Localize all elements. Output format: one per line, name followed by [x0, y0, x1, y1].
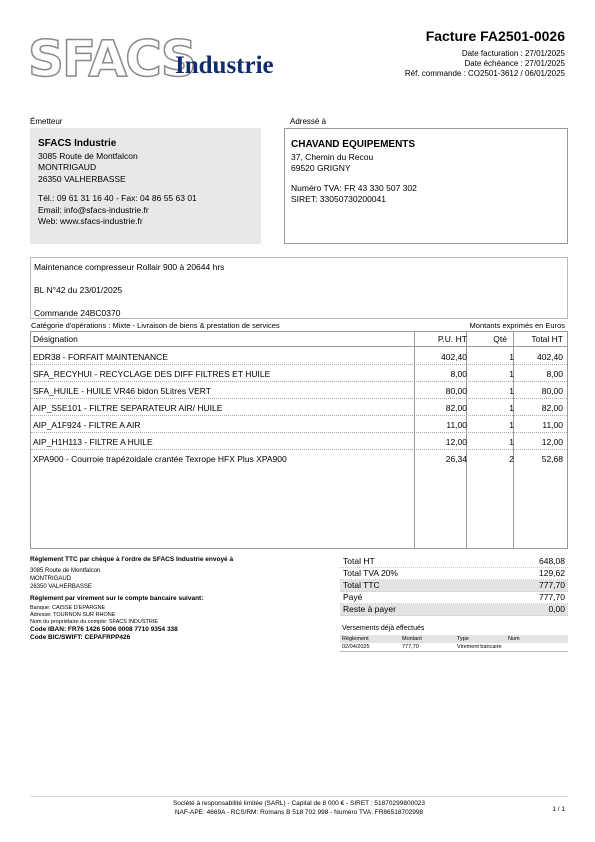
- cell-total: 402,40: [537, 352, 563, 362]
- footer-line1: Société à responsabilité limitée (SARL) - Capital de 8 000 € - SIRET : 51870299800023: [172, 800, 426, 807]
- versement-row: [340, 643, 568, 652]
- cell-pu: 82,00: [445, 403, 467, 413]
- cell-designation: XPA900 - Courroie trapézoidale crantée Texrope HFX Plus XPA900: [33, 454, 287, 464]
- virement-title: Règlement par virement sur le compte bancaire suivant:: [30, 595, 204, 602]
- reference-box: [30, 257, 568, 319]
- ref-line1: Maintenance compresseur Rollair 900 à 20644 hrs: [34, 262, 225, 272]
- cell-qte: 1: [509, 420, 514, 430]
- cell-qte: 1: [509, 369, 514, 379]
- total-label: Total TTC: [343, 580, 380, 590]
- company-logo: [28, 30, 288, 90]
- cheque-title: Règlement TTC par chèque à l'ordre de SFACS Industrie envoyé à: [30, 556, 234, 563]
- emitter-address2: MONTRIGAUD: [38, 162, 97, 172]
- total-value: 0,00: [548, 604, 565, 614]
- cell-qte: 1: [509, 386, 514, 396]
- cell-qte: 1: [509, 352, 514, 362]
- totals-block: [340, 556, 568, 616]
- versements-title: Versements déjà effectués: [342, 625, 425, 632]
- total-row: [340, 556, 568, 568]
- vh-montant: Montant: [402, 636, 422, 642]
- cheque-addr3: 26350 VALHERBASSE: [30, 584, 92, 590]
- cell-total: 82,00: [541, 403, 563, 413]
- total-value: 648,08: [539, 556, 565, 566]
- table-row: [31, 452, 567, 466]
- cell-designation: EDR38 - FORFAIT MAINTENANCE: [33, 352, 168, 362]
- cell-pu: 8,00: [450, 369, 467, 379]
- cell-total: 11,00: [542, 420, 563, 430]
- cell-pu: 26,34: [445, 454, 467, 464]
- total-value: 777,70: [539, 592, 565, 602]
- recipient-box: [284, 128, 568, 244]
- emitter-address1: 3085 Route de Montfalcon: [38, 150, 138, 161]
- cell-designation: SFA_RECYHUI - RECYCLAGE DES DIFF FILTRES ET HUILE: [33, 369, 271, 379]
- header-designation: Désignation: [33, 334, 78, 344]
- header-pu: P.U. HT: [437, 334, 467, 344]
- cell-total: 8,00: [546, 369, 563, 379]
- cell-designation: SFA_HUILE - HUILE VR46 bidon 5Litres VERT: [33, 386, 211, 396]
- recipient-address2: 69520 GRIGNY: [291, 163, 351, 173]
- emitter-box: [30, 128, 261, 244]
- bank-name: Banque: CAISSE D'EPARGNE: [30, 605, 106, 611]
- logo-sfacs-text: SFACS: [28, 30, 195, 88]
- emitter-name: SFACS Industrie: [38, 138, 117, 149]
- total-label: Reste à payer: [343, 604, 396, 614]
- bic-code: Code BIC/SWIFT: CEPAFRPP426: [30, 634, 131, 641]
- ref-line2: BL N°42 du 23/01/2025: [34, 285, 123, 295]
- logo-industrie-text: Industrie: [175, 52, 274, 79]
- vh-type: Type: [457, 636, 469, 642]
- header-total: Total HT: [531, 334, 563, 344]
- total-row: [340, 580, 568, 592]
- iban-code: Code IBAN: FR76 1426 5006 0008 7710 9354 338: [30, 626, 178, 633]
- bank-address: Adresse: TOURNON SUR RHONE: [30, 612, 116, 618]
- emitter-label: Émetteur: [30, 117, 63, 126]
- footer-line2: NAF-APE: 4669A - RCS/RM: Romans B 518 702 998 - Numéro TVA: FR86518702998: [174, 809, 424, 816]
- date-echeance: Date échéance : 27/01/2025: [464, 59, 565, 68]
- cell-total: 80,00: [541, 386, 563, 396]
- currency-note: Montants exprimés en Euros: [469, 321, 565, 330]
- cell-pu: 11,00: [446, 420, 467, 430]
- total-label: Total HT: [343, 556, 375, 566]
- table-row: [31, 350, 567, 365]
- cell-pu: 12,00: [445, 437, 467, 447]
- header-qte: Qté: [493, 334, 507, 344]
- payment-info: [30, 556, 320, 642]
- cheque-addr1: 3085 Route de Montfalcon: [30, 568, 101, 574]
- total-value: 777,70: [539, 580, 565, 590]
- vr-montant: 777,70: [402, 644, 419, 650]
- total-value: 129,62: [539, 568, 565, 578]
- total-label: Total TVA 20%: [343, 568, 398, 578]
- cheque-addr2: MONTRIGAUD: [30, 576, 71, 582]
- total-row: [340, 592, 568, 604]
- cell-qte: 1: [509, 437, 514, 447]
- versements-table: [340, 635, 568, 652]
- total-row: [340, 568, 568, 580]
- cell-qte: 2: [509, 454, 514, 464]
- emitter-phone: Tél.: 09 61 31 16 40 - Fax: 04 86 55 63 01: [38, 193, 197, 203]
- cell-designation: AIP_A1F924 - FILTRE A AIR: [33, 420, 141, 430]
- table-row: [31, 367, 567, 382]
- ref-commande: Réf. commande : CO2501-3612 / 06/01/2025: [404, 69, 565, 78]
- recipient-label: Adressé à: [290, 117, 327, 126]
- cell-designation: AIP_S5E101 - FILTRE SEPARATEUR AIR/ HUILE: [33, 403, 223, 413]
- date-facturation: Date facturation : 27/01/2025: [461, 49, 565, 58]
- invoice-title: Facture FA2501-0026: [425, 28, 565, 44]
- vh-num: Num: [508, 636, 520, 642]
- vr-reglement: 02/04/2025: [342, 644, 370, 650]
- table-row: [31, 435, 567, 450]
- recipient-tva: Numéro TVA: FR 43 330 507 302: [291, 182, 417, 193]
- ref-line3: Commande 24BC0370: [34, 308, 121, 318]
- operation-category: Catégorie d'opérations : Mixte - Livraison de biens & prestation de services: [31, 321, 280, 330]
- versements-header: [340, 635, 568, 643]
- cell-total: 12,00: [541, 437, 563, 447]
- total-row: [340, 604, 568, 616]
- cell-pu: 80,00: [445, 386, 467, 396]
- emitter-web: Web: www.sfacs-industrie.fr: [38, 216, 143, 226]
- table-header: [31, 332, 567, 347]
- cell-total: 52,68: [541, 454, 563, 464]
- emitter-address3: 26350 VALHERBASSE: [38, 173, 126, 184]
- table-row: [31, 384, 567, 399]
- vh-reglement: Règlement: [342, 636, 369, 642]
- recipient-siret: SIRET: 33050730200041: [291, 194, 386, 204]
- vr-type: Virement bancaire: [457, 644, 502, 650]
- account-owner: Nom du propriétaire du compte: SFACS INDUSTRIE: [30, 619, 159, 625]
- invoice-lines-table: [30, 331, 568, 549]
- legal-footer: [30, 796, 568, 817]
- table-row: [31, 401, 567, 416]
- emitter-email: Email: info@sfacs-industrie.fr: [38, 204, 149, 215]
- recipient-name: CHAVAND EQUIPEMENTS: [291, 139, 416, 150]
- total-label: Payé: [343, 592, 363, 602]
- cell-designation: AIP_H1H113 - FILTRE A HUILE: [33, 437, 153, 447]
- recipient-address1: 37, Chemin du Recou: [291, 151, 374, 162]
- page-number: 1 / 1: [552, 806, 565, 813]
- cell-pu: 402,40: [441, 352, 467, 362]
- cell-qte: 1: [509, 403, 514, 413]
- table-row: [31, 418, 567, 433]
